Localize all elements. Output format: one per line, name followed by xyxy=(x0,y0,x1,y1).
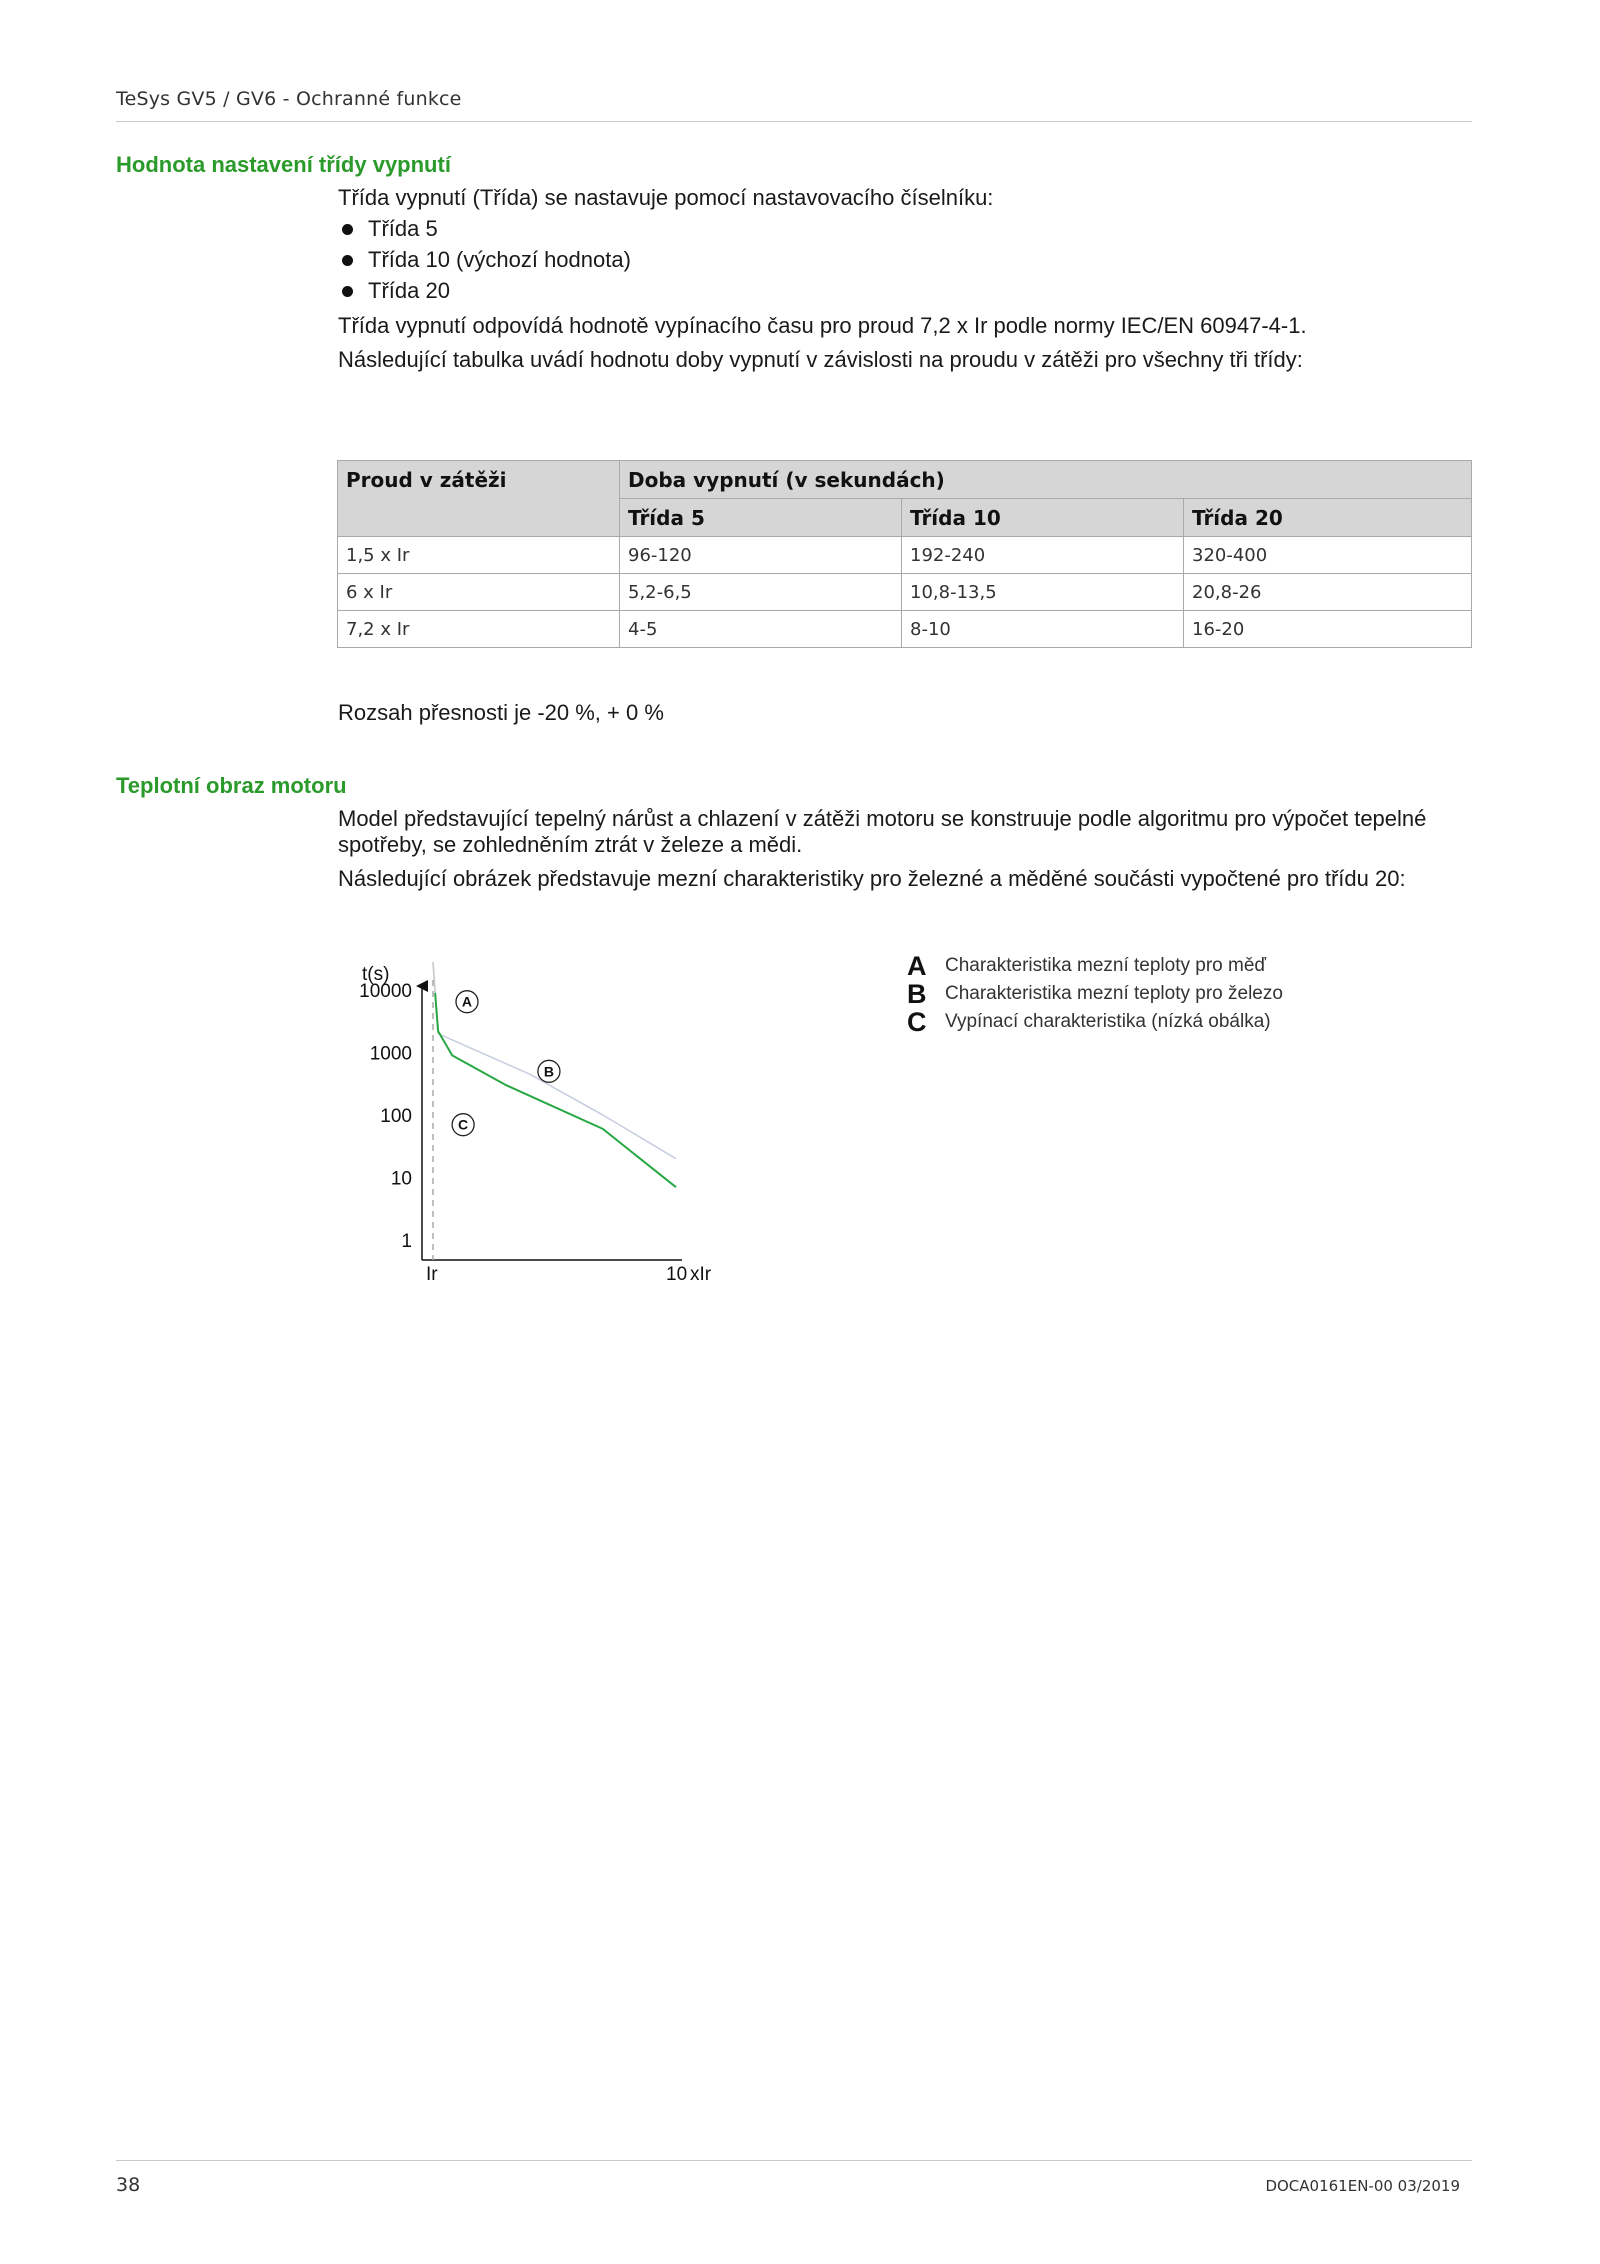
table-cell: 320-400 xyxy=(1184,537,1472,574)
table-cell: 1,5 x Ir xyxy=(338,537,620,574)
footer-rule xyxy=(116,2160,1472,2161)
legend-text: Charakteristika mezní teploty pro železo xyxy=(945,983,1283,1004)
header-load-current: Proud v zátěži xyxy=(338,461,620,537)
table-cell: 6 x Ir xyxy=(338,574,620,611)
y-axis-label: t(s) xyxy=(362,964,390,985)
x-tick-end: 10 xyxy=(666,1264,688,1285)
table-row xyxy=(338,574,1472,611)
series-line-b xyxy=(438,1034,676,1159)
table-cell: 8-10 xyxy=(902,611,1184,648)
model-paragraph: Model představující tepelný nárůst a chlazení v zátěži motoru se konstruuje podle algoritmu pro výpočet tepelné spotřeby, se zohledněním ztrát v železe a mědi. xyxy=(338,806,1427,857)
section-title-trip-class: Hodnota nastavení třídy vypnutí xyxy=(116,152,451,177)
bullet-dot-icon xyxy=(342,255,353,266)
svg-text:B: B xyxy=(543,1063,555,1080)
section-title-thermal-image: Teplotní obraz motoru xyxy=(116,773,347,798)
accuracy-note: Rozsah přesnosti je -20 %, + 0 % xyxy=(338,700,664,725)
header-class-20: Třída 20 xyxy=(1184,499,1472,537)
y-tick-label: 10 xyxy=(390,1168,412,1190)
table-row xyxy=(338,611,1472,648)
x-tick-start: Ir xyxy=(426,1264,438,1285)
x-axis-label: xIr xyxy=(690,1264,712,1285)
legend-item-c xyxy=(907,1008,1283,1036)
standard-paragraph: Třída vypnutí odpovídá hodnotě vypínacího času pro proud 7,2 x Ir podle normy IEC/EN 60947-4-1. xyxy=(338,313,1307,338)
legend-text: Vypínací charakteristika (nízká obálka) xyxy=(945,1011,1271,1032)
bullet-text: Třída 20 xyxy=(368,278,450,303)
y-tick-labels xyxy=(359,981,412,1252)
table-header-row xyxy=(338,461,1472,499)
intro-paragraph: Třída vypnutí (Třída) se nastavuje pomocí nastavovacího číselníku: xyxy=(338,185,994,210)
series-line-c xyxy=(435,993,676,1187)
legend-item-a xyxy=(907,952,1283,980)
header-class-10: Třída 10 xyxy=(902,499,1184,537)
y-tick-label: 1000 xyxy=(369,1043,412,1065)
header-trip-time: Doba vypnutí (v sekundách) xyxy=(620,461,1472,499)
table-cell: 7,2 x Ir xyxy=(338,611,620,648)
trip-time-table xyxy=(337,460,1472,648)
legend-text: Charakteristika mezní teploty pro měď xyxy=(945,955,1267,976)
table-cell: 20,8-26 xyxy=(1184,574,1472,611)
section-thermal-body xyxy=(338,806,1490,892)
legend-key: A xyxy=(907,950,927,981)
callout-b xyxy=(538,1060,560,1082)
class-bullet-list xyxy=(338,216,1490,309)
table-cell: 5,2-6,5 xyxy=(620,574,902,611)
figure-intro-paragraph: Následující obrázek představuje mezní charakteristiky pro železné a měděné součásti vypočtené pro třídu 20: xyxy=(338,866,1406,891)
callout-a xyxy=(456,991,478,1013)
table-cell: 4-5 xyxy=(620,611,902,648)
chart-legend xyxy=(907,952,1283,1036)
bullet-dot-icon xyxy=(342,224,353,235)
y-tick-label: 100 xyxy=(380,1106,412,1127)
table-cell: 16-20 xyxy=(1184,611,1472,648)
y-tick-label: 1 xyxy=(401,1231,412,1252)
bullet-text: Třída 5 xyxy=(368,216,438,241)
svg-text:A: A xyxy=(461,993,473,1010)
bullet-text: Třída 10 (výchozí hodnota) xyxy=(368,247,631,272)
table-cell: 192-240 xyxy=(902,537,1184,574)
table-cell: 96-120 xyxy=(620,537,902,574)
page-number: 38 xyxy=(116,2174,141,2196)
running-title: TeSys GV5 / GV6 - Ochranné funkce xyxy=(116,88,462,110)
thermal-limit-chart xyxy=(338,950,738,1290)
document-reference: DOCA0161EN-00 03/2019 xyxy=(1265,2177,1460,2195)
table-row xyxy=(338,537,1472,574)
legend-key: C xyxy=(907,1006,927,1037)
table-cell: 10,8-13,5 xyxy=(902,574,1184,611)
bullet-item xyxy=(338,278,1490,309)
legend-item-b xyxy=(907,980,1283,1008)
svg-text:C: C xyxy=(458,1116,469,1133)
callout-c xyxy=(452,1114,474,1136)
table-intro-paragraph: Následující tabulka uvádí hodnotu doby vypnutí v závislosti na proudu v zátěži pro všechny tři třídy: xyxy=(338,347,1303,372)
y-tick-label: 10000 xyxy=(359,981,412,1002)
bullet-item xyxy=(338,247,1490,278)
header-rule xyxy=(116,121,1472,122)
legend-key: B xyxy=(907,978,927,1009)
section-trip-class-body xyxy=(338,185,1490,373)
header-class-5: Třída 5 xyxy=(620,499,902,537)
bullet-item xyxy=(338,216,1490,247)
bullet-dot-icon xyxy=(342,286,353,297)
